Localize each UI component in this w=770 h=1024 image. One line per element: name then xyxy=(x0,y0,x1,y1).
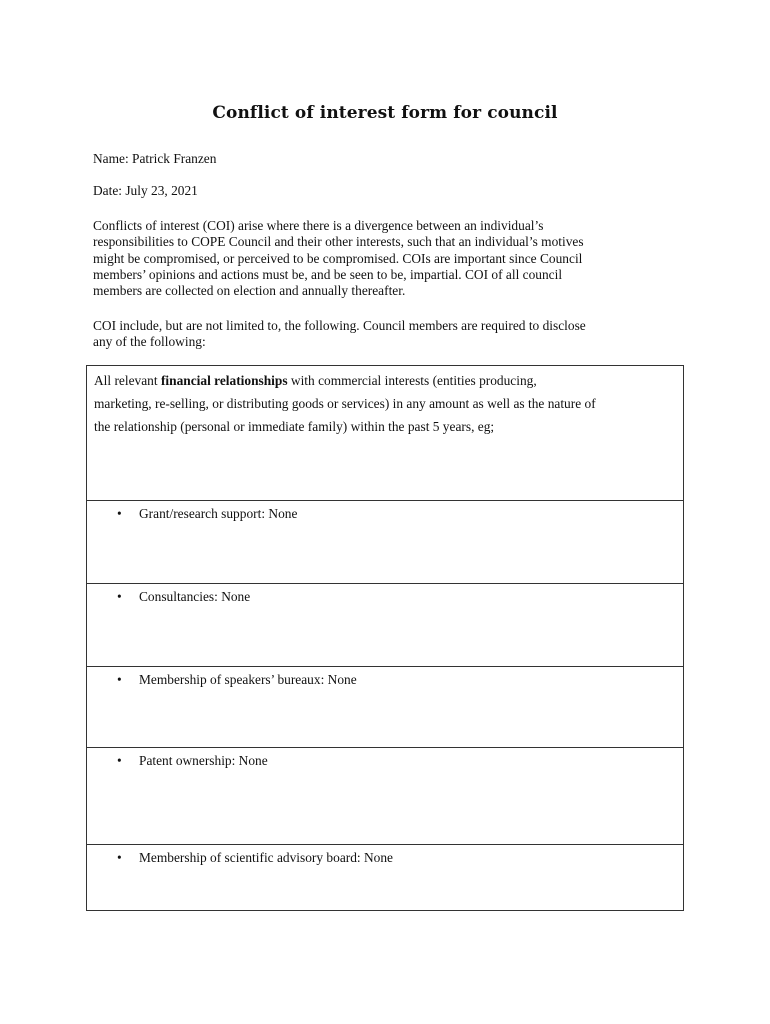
paragraph-line: Conflicts of interest (COI) arise where there is a divergence between an individual’s xyxy=(93,218,544,233)
paragraph-line: might be compromised, or perceived to be compromised. COIs are important since Council xyxy=(93,250,583,266)
coi-table xyxy=(86,365,684,911)
bullet-icon: • xyxy=(117,589,122,604)
list-item xyxy=(117,850,393,866)
name-line: Name: Patrick Franzen xyxy=(93,151,217,166)
bullet-icon: • xyxy=(117,753,122,768)
paragraph-line: members’ opinions and actions must be, and be seen to be, impartial. COI of all council xyxy=(93,266,563,282)
bullet-icon: • xyxy=(117,506,122,521)
paragraph-line: responsibilities to COPE Council and their other interests, such that an individual’s motives xyxy=(93,234,584,250)
page-title: Conflict of interest form for council xyxy=(212,103,558,123)
intro-line: the relationship (personal or immediate family) within the past 5 years, eg; xyxy=(94,419,495,434)
row-text: Membership of scientific advisory board: None xyxy=(139,850,393,865)
table-intro-cell xyxy=(87,366,683,501)
list-item xyxy=(117,672,357,688)
table-row xyxy=(87,748,683,845)
list-item xyxy=(117,506,297,522)
bullet-icon: • xyxy=(117,672,122,687)
row-text: Membership of speakers’ bureaux: None xyxy=(139,672,357,687)
intro-prefix: All relevant xyxy=(94,373,161,388)
coi-include-paragraph xyxy=(93,318,683,351)
table-row xyxy=(87,584,683,667)
intro-suffix: with commercial interests (entities producing, xyxy=(287,373,537,388)
coi-definition-paragraph xyxy=(93,218,683,299)
paragraph-line: COI include, but are not limited to, the following. Council members are required to disclose xyxy=(93,318,586,333)
row-text: Consultancies: None xyxy=(139,589,251,604)
paragraph-line: any of the following: xyxy=(93,334,206,350)
table-row xyxy=(87,845,683,910)
intro-bold-text: financial relationships xyxy=(160,373,288,388)
row-text: Grant/research support: None xyxy=(139,506,298,521)
paragraph-line: members are collected on election and annually thereafter. xyxy=(93,283,406,299)
row-text: Patent ownership: None xyxy=(139,753,268,768)
intro-line xyxy=(94,369,675,392)
list-item xyxy=(117,589,250,605)
table-row xyxy=(87,501,683,584)
list-item xyxy=(117,753,268,769)
table-row xyxy=(87,667,683,748)
date-line: Date: July 23, 2021 xyxy=(93,183,198,198)
bullet-icon: • xyxy=(117,850,122,865)
intro-line: marketing, re-selling, or distributing goods or services) in any amount as well as the nature of xyxy=(94,396,596,411)
